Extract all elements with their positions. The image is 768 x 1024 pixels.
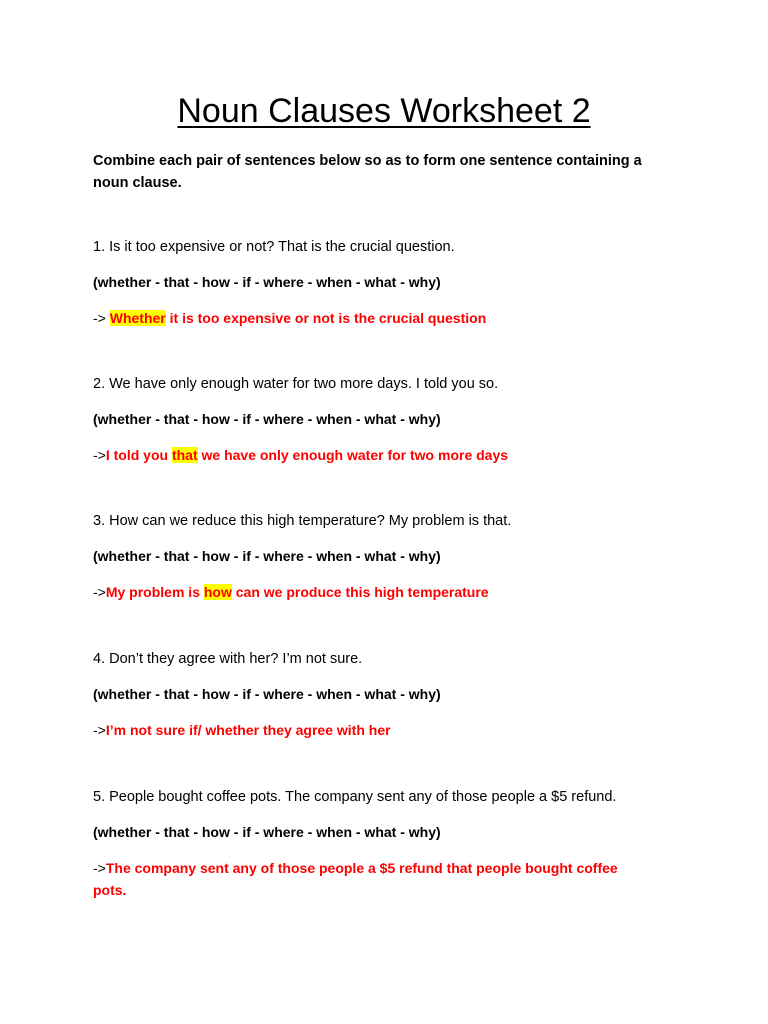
word-options: (whether - that - how - if - where - when - what - why) <box>93 824 441 840</box>
instructions: Combine each pair of sentences below so as to form one sentence containing a noun clause. <box>93 153 642 191</box>
question-text: 4. Don’t they agree with her? I’m not sure. <box>93 651 363 667</box>
highlighted-word: that <box>171 447 198 463</box>
answer-before: My problem is <box>105 584 204 600</box>
word-options: (whether - that - how - if - where - when - what - why) <box>93 411 441 427</box>
answer-arrow: -> <box>93 584 106 600</box>
answer-after: can we produce this high temperature <box>231 584 489 600</box>
worksheet-title: Noun Clauses Worksheet 2 <box>177 92 591 130</box>
answer-arrow: -> <box>93 447 106 463</box>
answer-arrow: -> <box>93 722 106 738</box>
question-text: 2. We have only enough water for two more days. I told you so. <box>93 376 499 392</box>
answer-after: we have only enough water for two more days <box>197 447 509 463</box>
answer-body: I’m not sure if/ whether they agree with her <box>105 722 391 738</box>
answer-text <box>93 307 693 329</box>
exercise-1 <box>93 237 693 329</box>
answer-arrow: -> <box>93 310 110 326</box>
word-options: (whether - that - how - if - where - when - what - why) <box>93 548 441 564</box>
question-text: 3. How can we reduce this high temperature? My problem is that. <box>93 513 512 529</box>
word-options: (whether - that - how - if - where - when - what - why) <box>93 686 441 702</box>
answer-before: I told you <box>105 447 172 463</box>
exercise-5 <box>93 787 693 901</box>
answer-body: The company sent any of those people a $5 refund that people bought coffee pots. <box>93 860 618 898</box>
answer-arrow: -> <box>93 860 106 876</box>
word-options: (whether - that - how - if - where - when - what - why) <box>93 274 441 290</box>
exercise-2 <box>93 374 693 466</box>
answer-text <box>93 444 693 466</box>
answer-text <box>93 857 653 901</box>
question-text: 1. Is it too expensive or not? That is the crucial question. <box>93 239 455 255</box>
answer-text <box>93 581 693 603</box>
exercise-3 <box>93 511 693 603</box>
answer-text <box>93 719 693 741</box>
question-text: 5. People bought coffee pots. The company sent any of those people a $5 refund. <box>93 789 617 805</box>
highlighted-word: how <box>203 584 232 600</box>
exercise-4 <box>93 649 693 741</box>
highlighted-word: Whether <box>109 310 166 326</box>
answer-after: it is too expensive or not is the crucial question <box>165 310 487 326</box>
